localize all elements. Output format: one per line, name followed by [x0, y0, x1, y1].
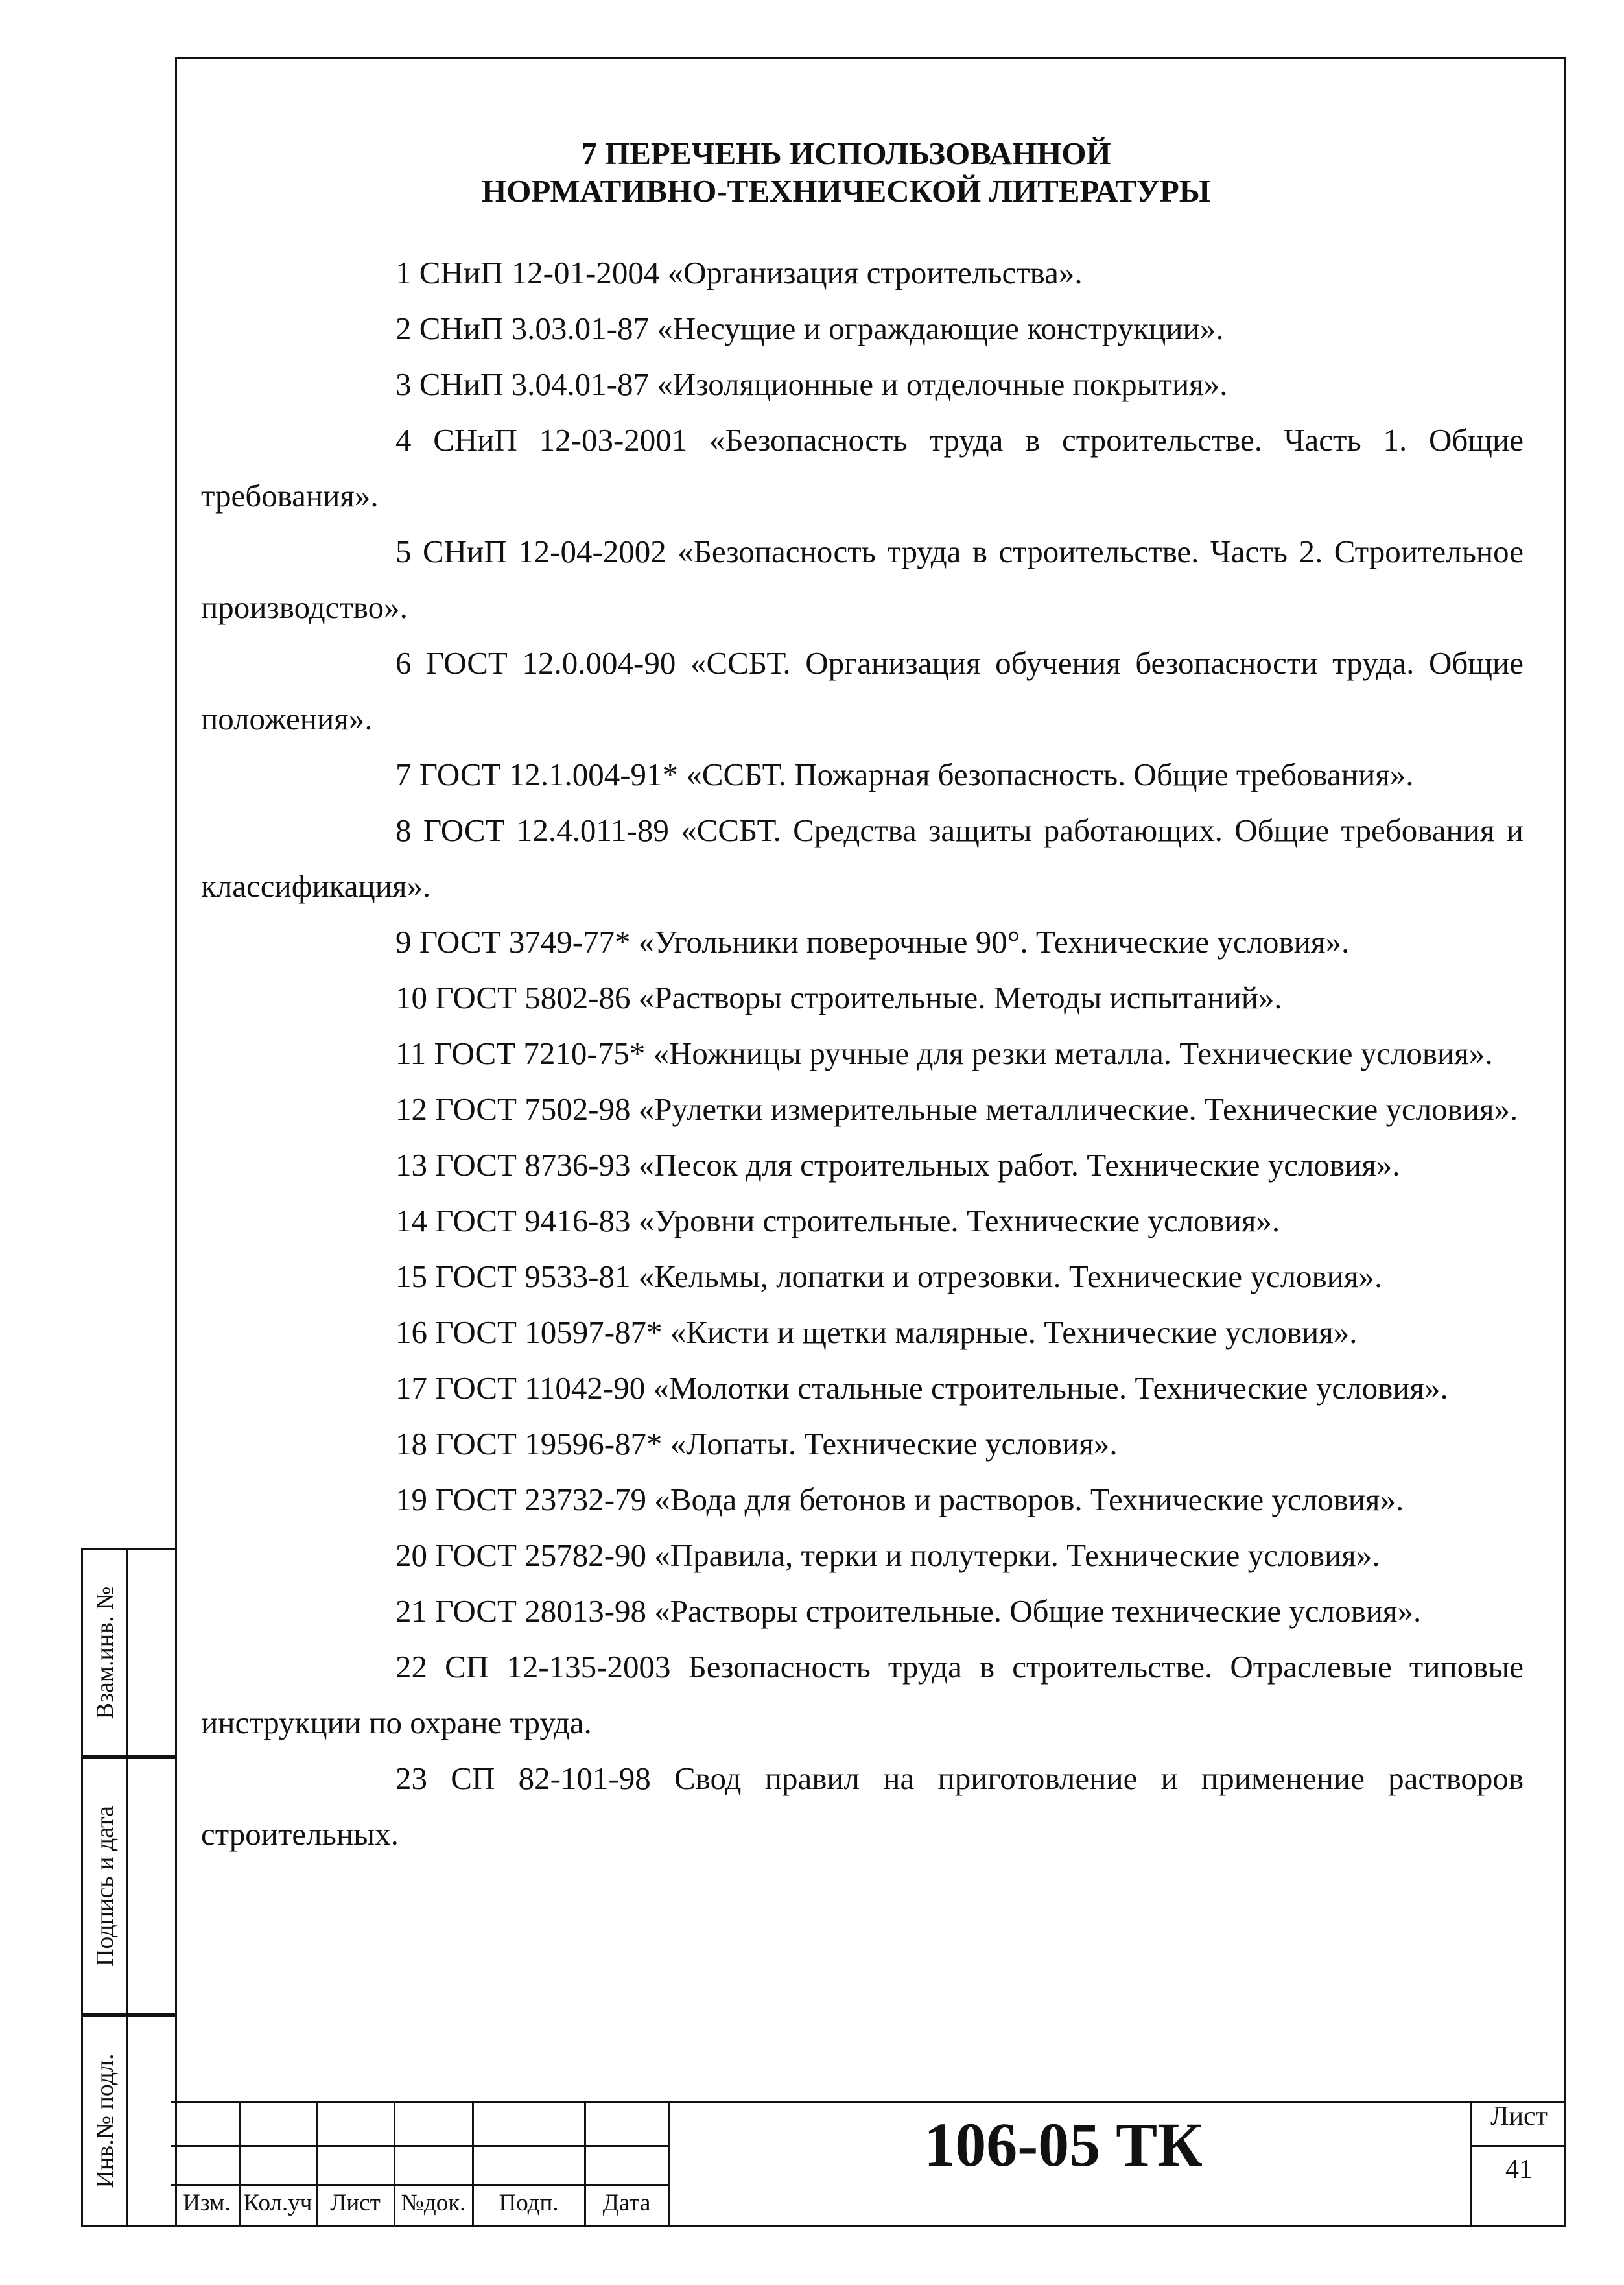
reference-number: 8: [395, 812, 412, 848]
reference-entry: [201, 1305, 1524, 1360]
title-block-row-line: [171, 2145, 668, 2147]
reference-entry: [201, 1137, 1524, 1193]
reference-number: 5: [395, 534, 412, 569]
reference-entry: [201, 412, 1524, 524]
reference-number: 1: [395, 255, 412, 290]
reference-entry: [201, 914, 1524, 970]
reference-entry: [201, 1751, 1524, 1862]
title-block-top-line: [171, 2101, 1566, 2103]
reference-entry: [201, 357, 1524, 412]
col-label-kol-uch: Кол.уч: [243, 2190, 312, 2216]
sheet-cell-line: [1470, 2145, 1566, 2147]
side-stamp-inventory: [81, 2015, 175, 2227]
reference-entry: [201, 970, 1524, 1026]
reference-text: ГОСТ 12.0.004-90 «ССБТ. Организация обучения безопасности труда. Общие положения».: [201, 645, 1524, 737]
reference-number: 20: [395, 1537, 427, 1573]
col-label-podp: Подп.: [499, 2190, 559, 2216]
reference-number: 17: [395, 1370, 427, 1406]
side-stamp-signature: [81, 1757, 175, 2015]
reference-number: 21: [395, 1593, 427, 1629]
reference-text: ГОСТ 9533-81 «Кельмы, лопатки и отрезовки. Технические условия».: [435, 1259, 1383, 1294]
reference-number: 14: [395, 1203, 427, 1238]
col-label-ndok: №док.: [401, 2190, 466, 2216]
col-label-list: Лист: [330, 2190, 381, 2216]
reference-entry: [201, 803, 1524, 914]
reference-entry: [201, 245, 1524, 301]
reference-entry: [201, 1583, 1524, 1639]
reference-number: 12: [395, 1091, 427, 1127]
reference-entry: [201, 1528, 1524, 1583]
heading-line-1: 7 ПЕРЕЧЕНЬ ИСПОЛЬЗОВАННОЙ: [581, 136, 1111, 171]
reference-entry: [201, 1249, 1524, 1305]
reference-text: СП 12-135-2003 Безопасность труда в строительстве. Отраслевые типовые инструкции по охране труда.: [201, 1649, 1524, 1740]
reference-entry: [201, 1360, 1524, 1416]
sheet-number: 41: [1505, 2155, 1533, 2184]
document-code: 106-05 ТК: [924, 2110, 1203, 2179]
reference-entry: [201, 1416, 1524, 1472]
reference-text: СНиП 3.04.01-87 «Изоляционные и отделочные покрытия».: [419, 366, 1228, 402]
reference-text: ГОСТ 19596-87* «Лопаты. Технические условия».: [435, 1426, 1118, 1462]
reference-number: 23: [395, 1760, 427, 1796]
reference-text: ГОСТ 8736-93 «Песок для строительных работ. Технические условия».: [435, 1147, 1400, 1183]
reference-text: ГОСТ 28013-98 «Растворы строительные. Общие технические условия».: [435, 1593, 1422, 1629]
reference-number: 11: [395, 1036, 427, 1071]
reference-number: 10: [395, 980, 427, 1015]
reference-number: 7: [395, 757, 412, 792]
reference-number: 9: [395, 924, 412, 960]
reference-number: 13: [395, 1147, 427, 1183]
reference-text: СНиП 12-04-2002 «Безопасность труда в строительстве. Часть 2. Строительное производство».: [201, 534, 1524, 625]
reference-number: 18: [395, 1426, 427, 1462]
references-list: [201, 245, 1524, 1862]
title-block-header-line: [171, 2184, 668, 2186]
reference-text: ГОСТ 10597-87* «Кисти и щетки малярные. Технические условия».: [435, 1314, 1358, 1350]
reference-entry: [201, 1639, 1524, 1751]
reference-entry: [201, 747, 1524, 803]
reference-text: ГОСТ 9416-83 «Уровни строительные. Технические условия».: [435, 1203, 1280, 1238]
reference-number: 4: [395, 422, 412, 458]
reference-number: 19: [395, 1482, 427, 1517]
reference-text: ГОСТ 12.1.004-91* «ССБТ. Пожарная безопасность. Общие требования».: [419, 757, 1414, 792]
reference-text: СНиП 3.03.01-87 «Несущие и ограждающие конструкции».: [419, 311, 1224, 346]
reference-number: 15: [395, 1259, 427, 1294]
reference-text: ГОСТ 23732-79 «Вода для бетонов и растворов. Технические условия».: [435, 1482, 1404, 1517]
reference-entry: [201, 301, 1524, 357]
reference-entry: [201, 1193, 1524, 1249]
reference-text: СП 82-101-98 Свод правил на приготовление и применение растворов строительных.: [201, 1760, 1524, 1852]
reference-number: 16: [395, 1314, 427, 1350]
reference-entry: [201, 524, 1524, 635]
heading-line-2: НОРМАТИВНО-ТЕХНИЧЕСКОЙ ЛИТЕРАТУРЫ: [482, 173, 1210, 209]
reference-text: ГОСТ 7502-98 «Рулетки измерительные металлические. Технические условия».: [435, 1091, 1518, 1127]
section-heading: [376, 135, 1316, 210]
reference-number: 22: [395, 1649, 427, 1685]
side-label-podpis: Подпись и дата: [91, 1805, 119, 1967]
reference-number: 3: [395, 366, 412, 402]
reference-text: ГОСТ 7210-75* «Ножницы ручные для резки металла. Технические условия».: [434, 1036, 1493, 1071]
side-label-inv: Инв.№ подл.: [91, 2054, 119, 2188]
reference-number: 2: [395, 311, 412, 346]
side-stamp-replacement: [81, 1548, 175, 1757]
reference-text: ГОСТ 25782-90 «Правила, терки и полутерки. Технические условия».: [435, 1537, 1380, 1573]
reference-text: ГОСТ 3749-77* «Угольники поверочные 90°. Технические условия».: [419, 924, 1350, 960]
reference-text: ГОСТ 5802-86 «Растворы строительные. Методы испытаний».: [435, 980, 1282, 1015]
side-label-vzam: Взам.инв. №: [91, 1586, 119, 1720]
reference-text: ГОСТ 11042-90 «Молотки стальные строительные. Технические условия».: [435, 1370, 1448, 1406]
col-label-data: Дата: [602, 2190, 651, 2216]
reference-number: 6: [395, 645, 412, 681]
col-label-izm: Изм.: [183, 2190, 231, 2216]
reference-entry: [201, 1082, 1524, 1137]
sheet-label: Лист: [1490, 2101, 1548, 2131]
reference-entry: [201, 635, 1524, 747]
reference-text: СНиП 12-01-2004 «Организация строительства».: [419, 255, 1083, 290]
reference-text: ГОСТ 12.4.011-89 «ССБТ. Средства защиты работающих. Общие требования и классификация».: [201, 812, 1524, 904]
reference-text: СНиП 12-03-2001 «Безопасность труда в строительстве. Часть 1. Общие требования».: [201, 422, 1524, 514]
reference-entry: [201, 1026, 1524, 1082]
reference-entry: [201, 1472, 1524, 1528]
